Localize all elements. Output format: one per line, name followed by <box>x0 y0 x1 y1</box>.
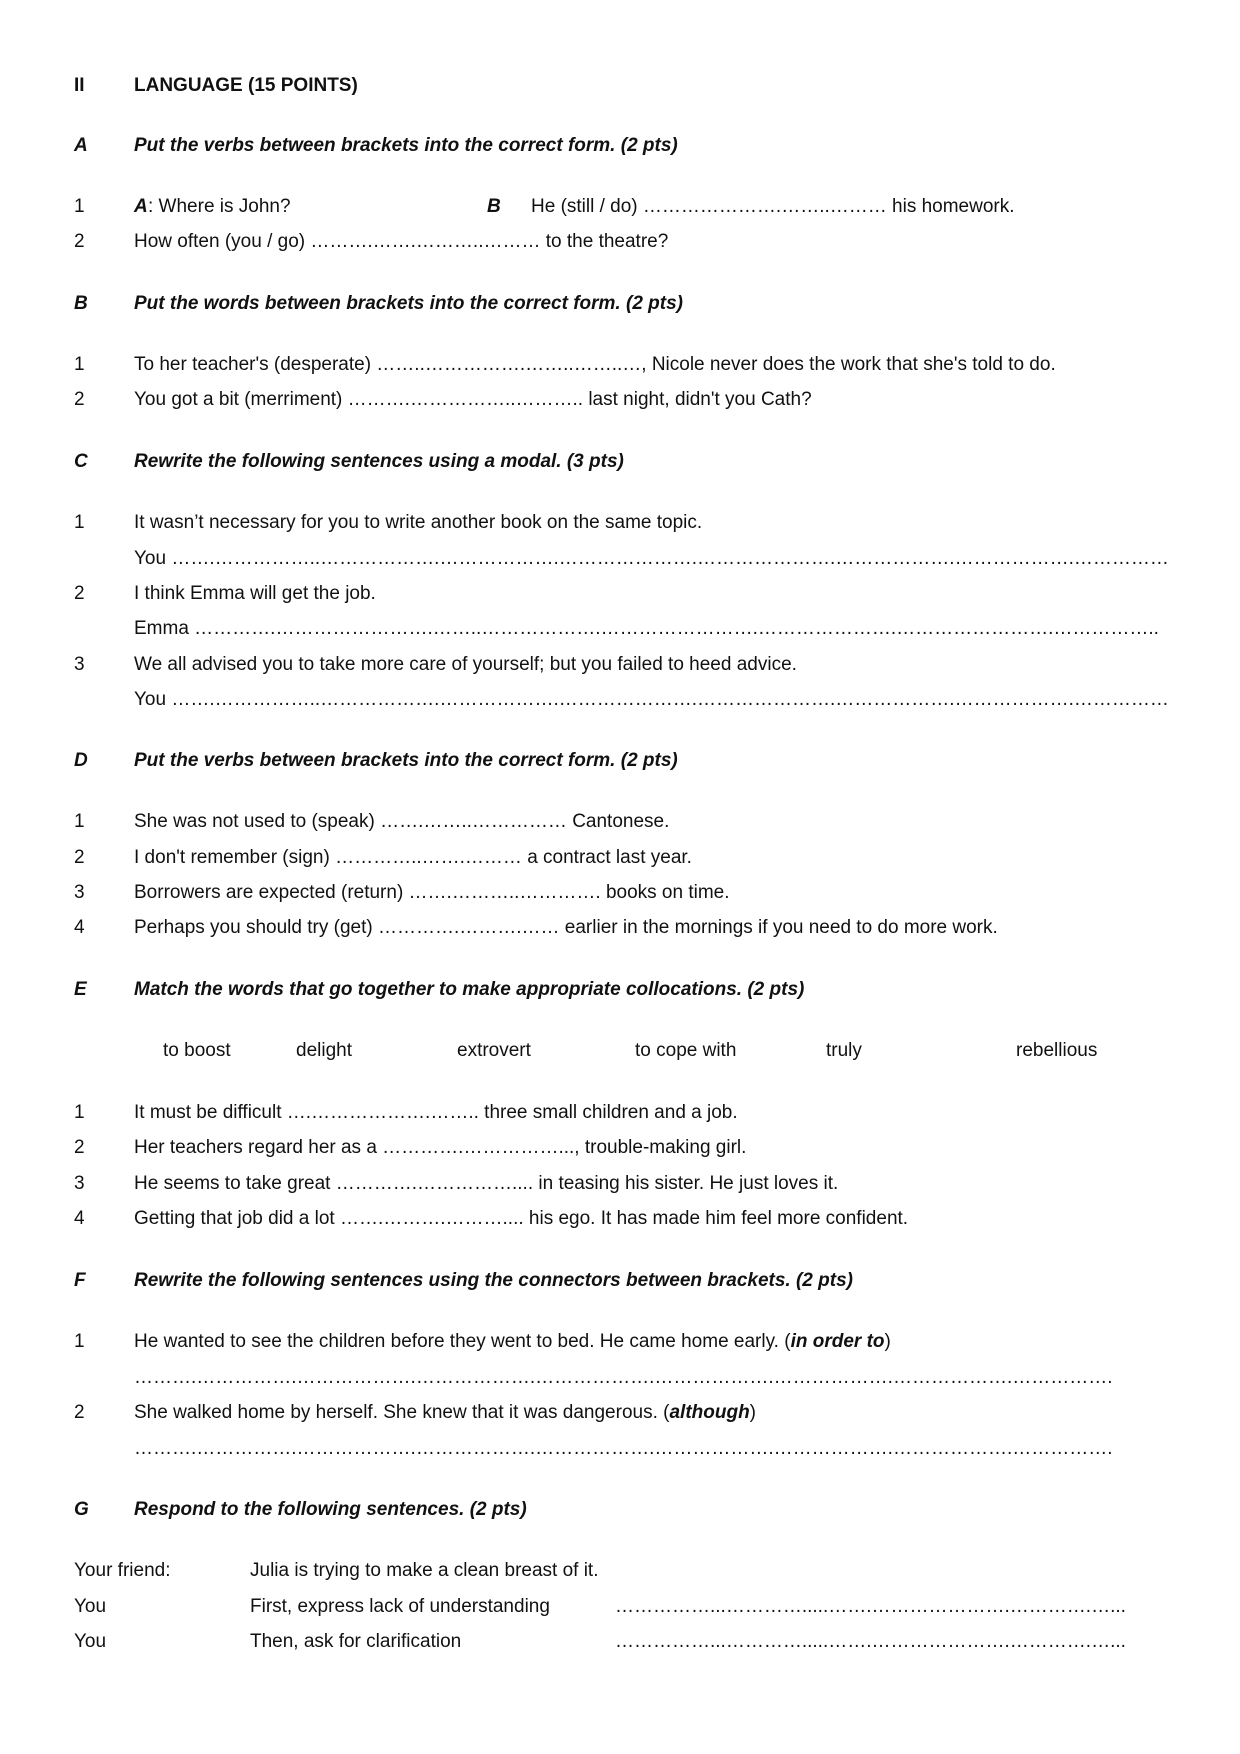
item-number: 3 <box>74 654 85 675</box>
part-b-instruction: Put the words between brackets into the correct form. (2 pts) <box>134 293 683 314</box>
part-f-instruction: Rewrite the following sentences using the connectors between brackets. (2 pts) <box>134 1270 853 1291</box>
part-c-answer-2[interactable] <box>0 615 1240 643</box>
answer-line[interactable]: ……………...………….....…….………………….………….…... <box>615 1596 1126 1617</box>
section-title-row <box>0 72 1240 100</box>
item-number: 3 <box>74 882 85 903</box>
item-text: It wasn’t necessary for you to write another book on the same topic. <box>134 512 703 533</box>
part-b-item-2 <box>0 386 1240 414</box>
part-b-letter: B <box>74 293 88 314</box>
connector: in order to <box>790 1331 885 1352</box>
item-number: 2 <box>74 389 85 410</box>
dialogue-row-friend <box>0 1557 1240 1585</box>
answer-line[interactable]: Emma ………….…………………….……..……………….…………………….………………….…………………….…………….. <box>134 618 1159 639</box>
word-bank-item: to boost <box>163 1040 231 1061</box>
item-text: Perhaps you should try (get) ………….……….…… earlier in the mornings if you need to do more work. <box>134 917 998 938</box>
word-bank-item: truly <box>826 1040 862 1061</box>
part-c-answer-1[interactable] <box>0 545 1240 573</box>
speaker: You <box>74 1631 107 1652</box>
part-b-heading <box>0 290 1240 318</box>
closing-bracket: ) <box>884 1331 891 1352</box>
speaker: Your friend: <box>74 1560 171 1581</box>
part-c-answer-3[interactable] <box>0 686 1240 714</box>
item-number: 2 <box>74 583 85 604</box>
part-e-letter: E <box>74 979 87 1000</box>
part-f-heading <box>0 1267 1240 1295</box>
item-number: 2 <box>74 231 85 252</box>
part-d-heading <box>0 747 1240 775</box>
part-c-letter: C <box>74 451 88 472</box>
part-e-item-4 <box>0 1205 1240 1233</box>
item-number: 4 <box>74 1208 85 1229</box>
part-d-item-2 <box>0 844 1240 872</box>
part-b-item-1 <box>0 351 1240 379</box>
dialogue-row-you-1 <box>0 1593 1240 1621</box>
part-f-item-2 <box>0 1399 1240 1427</box>
word-bank <box>0 1037 1240 1065</box>
item-text: To her teacher's (desperate) ……..…………….……..……..…, Nicole never does the work that she's told to do. <box>134 354 1056 375</box>
dialogue-text: Then, ask for clarification <box>250 1631 462 1652</box>
item-text: She was not used to (speak) …….……..…………… Cantonese. <box>134 811 670 832</box>
item-text: She walked home by herself. She knew that it was dangerous. ( <box>134 1402 670 1423</box>
answer-line[interactable]: ……….…………….……………….……………….……………….……………….……………….……………….……………. <box>134 1367 1113 1388</box>
item-number: 1 <box>74 1102 85 1123</box>
part-c-instruction: Rewrite the following sentences using a modal. (3 pts) <box>134 451 624 472</box>
part-f-answer-1[interactable] <box>0 1364 1240 1392</box>
part-e-instruction: Match the words that go together to make appropriate collocations. (2 pts) <box>134 979 805 1000</box>
word-bank-item: to cope with <box>635 1040 737 1061</box>
part-g-heading <box>0 1496 1240 1524</box>
dialogue-text: First, express lack of understanding <box>250 1596 550 1617</box>
closing-bracket: ) <box>749 1402 756 1423</box>
item-text: It must be difficult ….……………….…….. three small children and a job. <box>134 1102 738 1123</box>
word-bank-item: rebellious <box>1016 1040 1098 1061</box>
speaker-b-label: B <box>487 196 501 217</box>
item-number: 1 <box>74 1331 85 1352</box>
item-number: 3 <box>74 1173 85 1194</box>
word-bank-item: extrovert <box>457 1040 531 1061</box>
item-text-row <box>134 1399 756 1427</box>
item-number: 1 <box>74 354 85 375</box>
part-f-item-1 <box>0 1328 1240 1356</box>
answer-line[interactable]: You …….……………..……………….……………….………………….………………….……………….……………….…………… <box>134 689 1169 710</box>
item-text: I think Emma will get the job. <box>134 583 376 604</box>
item-text: We all advised you to take more care of yourself; but you failed to heed advice. <box>134 654 797 675</box>
part-e-heading <box>0 976 1240 1004</box>
section-number: II <box>74 75 85 96</box>
item-text: Borrowers are expected (return) …….………..…………. books on time. <box>134 882 730 903</box>
part-e-item-1 <box>0 1099 1240 1127</box>
part-a-letter: A <box>74 135 88 156</box>
item-number: 4 <box>74 917 85 938</box>
speaker-a-text: : Where is John? <box>148 196 291 217</box>
speaker: You <box>74 1596 107 1617</box>
part-d-item-4 <box>0 914 1240 942</box>
item-text: He seems to take great ………….…………….... in teasing his sister. He just loves it. <box>134 1173 839 1194</box>
item-text: I don't remember (sign) …………..…….……… a contract last year. <box>134 847 692 868</box>
item-text-row <box>134 1328 891 1356</box>
part-d-item-3 <box>0 879 1240 907</box>
dialogue-row-you-2 <box>0 1628 1240 1656</box>
item-number: 2 <box>74 1402 85 1423</box>
part-c-item-2 <box>0 580 1240 608</box>
item-number: 1 <box>74 512 85 533</box>
speaker-b-text: He (still / do) ………………….……..……… his homework. <box>531 196 1015 217</box>
item-text: He wanted to see the children before they went to bed. He came home early. ( <box>134 1331 791 1352</box>
part-a-item-2 <box>0 228 1240 256</box>
part-c-item-3 <box>0 651 1240 679</box>
answer-line[interactable]: ……………...………….....…….………………….………….…... <box>615 1631 1126 1652</box>
answer-line[interactable]: ……….…………….……………….……………….……………….……………….……………….……………….……………. <box>134 1438 1113 1459</box>
part-d-item-1 <box>0 808 1240 836</box>
dialogue-text: Julia is trying to make a clean breast of it. <box>250 1560 599 1581</box>
item-number: 1 <box>74 811 85 832</box>
connector: although <box>669 1402 750 1423</box>
item-text: Getting that job did a lot …….……….……….... his ego. It has made him feel more confident. <box>134 1208 909 1229</box>
part-a-item-1 <box>0 193 1240 221</box>
item-number: 1 <box>74 196 85 217</box>
part-a-heading <box>0 132 1240 160</box>
word-bank-item: delight <box>296 1040 352 1061</box>
part-g-letter: G <box>74 1499 89 1520</box>
speaker-a-label: A <box>134 196 148 217</box>
part-d-letter: D <box>74 750 88 771</box>
part-f-letter: F <box>74 1270 86 1291</box>
item-text: You got a bit (merriment) ……….……………..……….. last night, didn't you Cath? <box>134 389 812 410</box>
part-e-item-3 <box>0 1170 1240 1198</box>
item-number: 2 <box>74 847 85 868</box>
part-a-instruction: Put the verbs between brackets into the correct form. (2 pts) <box>134 135 678 156</box>
part-d-instruction: Put the verbs between brackets into the correct form. (2 pts) <box>134 750 678 771</box>
part-f-answer-2[interactable] <box>0 1435 1240 1463</box>
part-c-heading <box>0 448 1240 476</box>
section-title: LANGUAGE (15 POINTS) <box>134 75 358 96</box>
part-g-instruction: Respond to the following sentences. (2 pts) <box>134 1499 527 1520</box>
answer-line[interactable]: You …….……………..……………….……………….………………….………………….……………….……………….…………… <box>134 548 1169 569</box>
item-text: How often (you / go) ……….…….………..……… to the theatre? <box>134 231 669 252</box>
part-c-item-1 <box>0 509 1240 537</box>
part-e-item-2 <box>0 1134 1240 1162</box>
item-text: Her teachers regard her as a ………….……………..., trouble-making girl. <box>134 1137 747 1158</box>
item-number: 2 <box>74 1137 85 1158</box>
